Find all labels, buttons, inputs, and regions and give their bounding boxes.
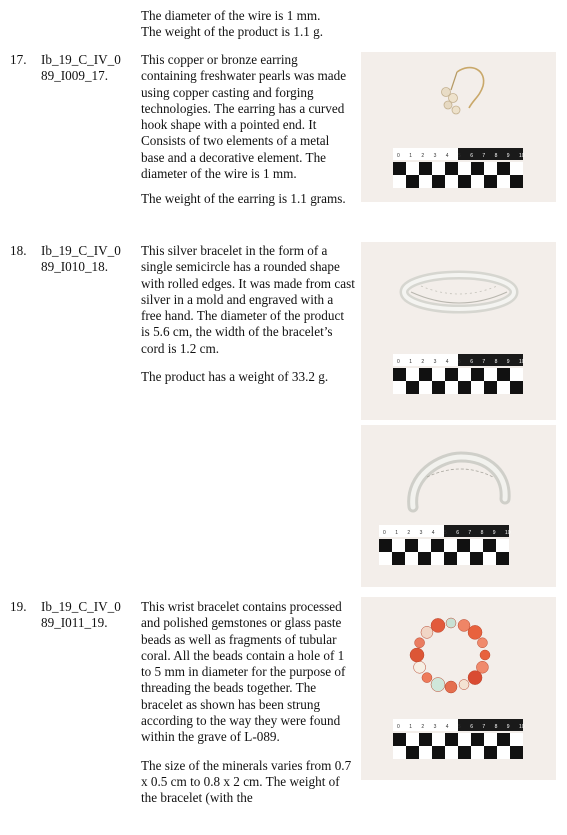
checker-square — [406, 162, 419, 175]
ruler-tick-label: 5 — [458, 153, 461, 159]
ruler-tick-label: 6 — [456, 530, 459, 536]
bead — [468, 625, 482, 639]
ruler-tick-label: 4 — [445, 359, 449, 365]
checker-square — [458, 381, 471, 394]
entry-code-line: 89_I009_17. — [41, 68, 109, 84]
checker-square — [444, 552, 457, 565]
checker-square — [497, 733, 510, 746]
checker-square — [510, 175, 523, 188]
checker-square — [393, 162, 406, 175]
checker-square — [471, 368, 484, 381]
checker-square — [471, 162, 484, 175]
ruler-tick-label: 0 — [397, 359, 400, 365]
entry-description — [141, 243, 355, 385]
checker-square — [393, 733, 406, 746]
ruler-tick-label: 5 — [458, 724, 461, 730]
entry-code-line: 89_I010_18. — [41, 259, 109, 275]
checker-square — [510, 733, 523, 746]
checker-square — [458, 162, 471, 175]
entry-code — [41, 243, 121, 276]
ruler-tick-label: 10 — [519, 724, 525, 730]
bead — [468, 671, 482, 685]
ruler-graphic — [379, 525, 509, 569]
bead — [414, 661, 426, 673]
checker-square — [484, 175, 497, 188]
scale-ruler — [393, 354, 523, 402]
ruler-tick-label: 1 — [409, 724, 412, 730]
entry-description — [141, 52, 355, 208]
checker-square — [510, 162, 523, 175]
ruler-tick-label: 10 — [505, 530, 511, 536]
entry-code-line: Ib_19_C_IV_0 — [41, 243, 121, 258]
bead — [410, 648, 424, 662]
bead — [480, 650, 490, 660]
entry-number: 19. — [10, 599, 27, 614]
ruler-tick-label: 7 — [482, 359, 486, 365]
checker-square — [471, 381, 484, 394]
checker-square — [445, 746, 458, 759]
ruler-tick-label: 10 — [519, 153, 525, 159]
entry-code-line: Ib_19_C_IV_0 — [41, 599, 121, 614]
ruler-tick-label: 8 — [494, 359, 498, 365]
checker-square — [432, 746, 445, 759]
ruler-tick-label: 2 — [421, 359, 425, 365]
checker-square — [457, 539, 470, 552]
checker-square — [496, 552, 509, 565]
bead-bracelet-photo — [361, 597, 556, 780]
bead — [445, 681, 457, 693]
checker-square — [418, 552, 431, 565]
checker-square — [484, 381, 497, 394]
ruler-graphic — [393, 148, 523, 192]
ruler-tick-label: 9 — [506, 359, 510, 365]
checker-square — [483, 552, 496, 565]
text-line: The weight of the product is 1.1 g. — [141, 24, 324, 40]
ruler-tick-label: 2 — [421, 153, 425, 159]
continued-text — [141, 8, 361, 41]
ruler-tick-label: 9 — [492, 530, 496, 536]
checker-square — [419, 368, 432, 381]
ruler-tick-label: 9 — [506, 153, 510, 159]
ruler-tick-label: 10 — [519, 359, 525, 365]
checker-square — [406, 746, 419, 759]
entry-code — [41, 599, 121, 632]
checker-square — [392, 539, 405, 552]
checker-square — [445, 381, 458, 394]
checker-square — [445, 368, 458, 381]
checker-square — [483, 539, 496, 552]
entry-number: 17. — [10, 52, 27, 67]
text-line: The diameter of the wire is 1 mm. — [141, 8, 321, 23]
checker-square — [470, 552, 483, 565]
checker-square — [393, 175, 406, 188]
checker-square — [419, 175, 432, 188]
entry-number: 18. — [10, 243, 27, 258]
ruler-tick-label: 0 — [397, 153, 400, 159]
checker-square — [497, 368, 510, 381]
checker-square — [497, 746, 510, 759]
ruler-tick-label: 8 — [494, 153, 498, 159]
ruler-tick-label: 4 — [445, 153, 449, 159]
checker-square — [393, 368, 406, 381]
checker-square — [470, 539, 483, 552]
scale-ruler — [393, 148, 523, 196]
ruler-graphic — [393, 354, 523, 398]
checker-square — [484, 733, 497, 746]
checker-square — [406, 368, 419, 381]
bead — [422, 673, 432, 683]
checker-square — [471, 175, 484, 188]
ruler-graphic — [393, 719, 523, 763]
ruler-tick-label: 6 — [470, 724, 473, 730]
description-paragraph: The weight of the earring is 1.1 grams. — [141, 191, 346, 207]
checker-square — [497, 381, 510, 394]
checker-square — [471, 746, 484, 759]
bead — [459, 680, 469, 690]
checker-square — [432, 368, 445, 381]
checker-square — [510, 368, 523, 381]
checker-square — [392, 552, 405, 565]
ruler-tick-label: 0 — [397, 724, 400, 730]
ruler-tick-label: 1 — [409, 153, 412, 159]
checker-square — [510, 381, 523, 394]
bead — [431, 678, 445, 692]
checker-square — [393, 746, 406, 759]
bead — [415, 638, 425, 648]
checker-square — [445, 175, 458, 188]
ruler-tick-label: 3 — [419, 530, 423, 536]
checker-square — [379, 552, 392, 565]
ruler-tick-label: 8 — [494, 724, 498, 730]
checker-square — [431, 552, 444, 565]
ruler-tick-label: 3 — [433, 153, 437, 159]
bead — [477, 638, 487, 648]
checker-square — [458, 368, 471, 381]
checker-square — [497, 162, 510, 175]
description-paragraph: This copper or bronze earring containing freshwater pearls was made using copper casting and forging technologies. The earring has a curved hook shape with a pointed end. It Consists of two elements of a metal base and a decorative element. The diameter of the wire is 1 mm. — [141, 52, 347, 182]
ruler-tick-label: 3 — [433, 359, 437, 365]
ruler-tick-label: 2 — [407, 530, 411, 536]
checker-square — [510, 746, 523, 759]
ruler-tick-label: 5 — [458, 359, 461, 365]
description-paragraph: The size of the minerals varies from 0.7 x 0.5 cm to 0.8 x 2 cm. The weight of the bracelet (with the — [141, 757, 352, 806]
checker-square — [484, 746, 497, 759]
ruler-tick-label: 5 — [444, 530, 447, 536]
entry-description — [141, 599, 355, 807]
checker-square — [458, 733, 471, 746]
ruler-tick-label: 7 — [482, 724, 486, 730]
ruler-tick-label: 8 — [480, 530, 484, 536]
description-paragraph: This wrist bracelet contains processed and polished gemstones or glass paste beads as well as fragments of tubular coral. All the beads contain a hole of 1 to 5 mm in diameter for the purpose of threading the beads together. The bracelet as shown has been strung according to the way they were found within the grave of L-089. — [141, 599, 346, 745]
bracelet-top-photo — [361, 242, 556, 420]
ruler-tick-label: 2 — [421, 724, 425, 730]
checker-square — [457, 552, 470, 565]
ruler-tick-label: 4 — [445, 724, 449, 730]
checker-square — [432, 162, 445, 175]
bead — [458, 619, 470, 631]
entry-code-line: Ib_19_C_IV_0 — [41, 52, 121, 67]
checker-square — [458, 746, 471, 759]
checker-square — [432, 733, 445, 746]
checker-square — [379, 539, 392, 552]
checker-square — [418, 539, 431, 552]
checker-square — [419, 381, 432, 394]
ruler-tick-label: 7 — [482, 153, 486, 159]
checker-square — [405, 539, 418, 552]
checker-square — [432, 381, 445, 394]
ruler-tick-label: 1 — [395, 530, 398, 536]
checker-square — [393, 381, 406, 394]
checker-square — [419, 733, 432, 746]
ruler-tick-label: 6 — [470, 359, 473, 365]
bracelet-side-photo — [361, 425, 556, 587]
checker-square — [471, 733, 484, 746]
ruler-tick-label: 4 — [431, 530, 435, 536]
checker-square — [458, 175, 471, 188]
checker-square — [406, 175, 419, 188]
ruler-tick-label: 0 — [383, 530, 386, 536]
bead — [431, 618, 445, 632]
description-paragraph: This silver bracelet in the form of a single semicircle has a rounded shape with rolled edges. It was made from cast silver in a mold and engraved with a free hand. The diameter of the product is 5.6 cm, the width of the bracelet’s cord is 1.2 cm. — [141, 243, 355, 356]
entry-code-line: 89_I011_19. — [41, 615, 108, 631]
checker-square — [419, 746, 432, 759]
checker-square — [484, 162, 497, 175]
checker-square — [405, 552, 418, 565]
ruler-tick-label: 9 — [506, 724, 510, 730]
ruler-tick-label: 1 — [409, 359, 412, 365]
checker-square — [432, 175, 445, 188]
checker-square — [444, 539, 457, 552]
checker-square — [431, 539, 444, 552]
bead — [446, 618, 456, 628]
scale-ruler — [393, 719, 523, 767]
scale-ruler — [379, 525, 509, 573]
ruler-tick-label: 6 — [470, 153, 473, 159]
earring-photo — [361, 52, 556, 202]
ruler-tick-label: 7 — [468, 530, 472, 536]
checker-square — [497, 175, 510, 188]
checker-square — [445, 733, 458, 746]
ruler-tick-label: 3 — [433, 724, 437, 730]
checker-square — [419, 162, 432, 175]
checker-square — [406, 381, 419, 394]
checker-square — [445, 162, 458, 175]
checker-square — [406, 733, 419, 746]
checker-square — [484, 368, 497, 381]
description-paragraph: The product has a weight of 33.2 g. — [141, 369, 329, 385]
bead — [421, 626, 433, 638]
checker-square — [496, 539, 509, 552]
entry-code — [41, 52, 121, 85]
